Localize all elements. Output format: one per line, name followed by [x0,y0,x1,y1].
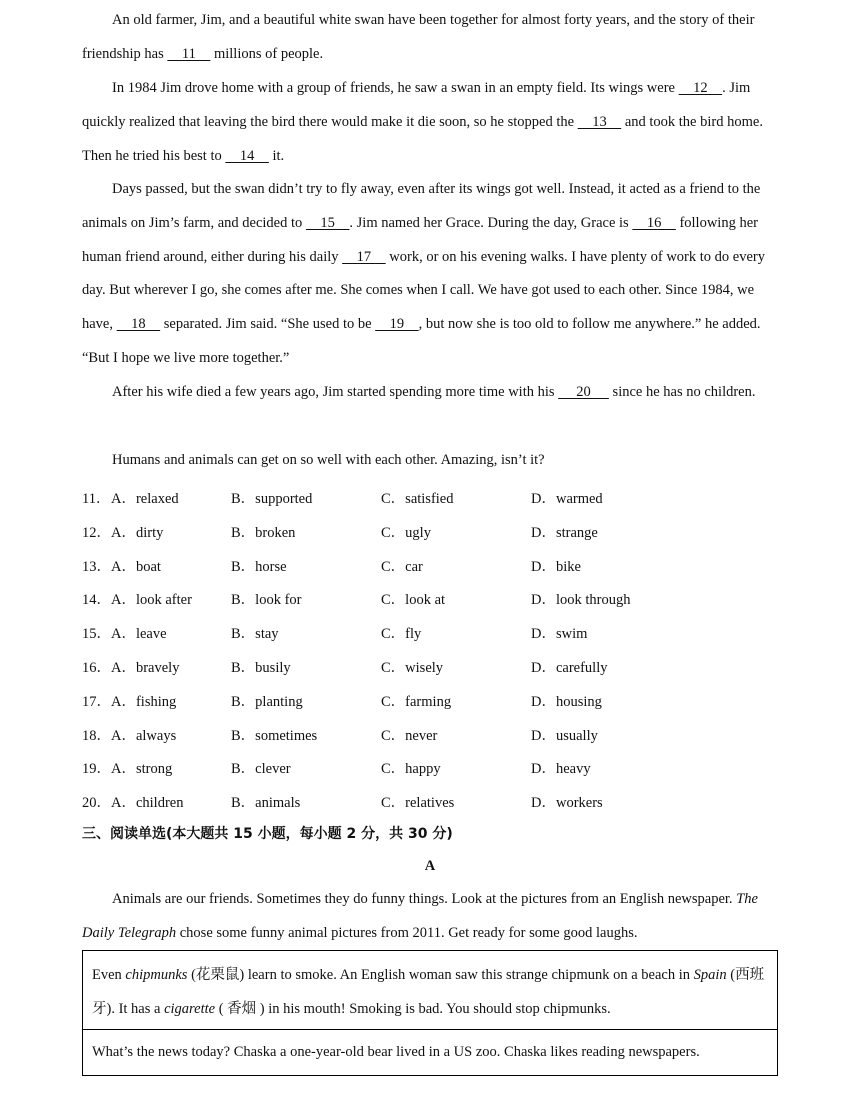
question-row [82,588,782,608]
option-d: D．housing [531,693,602,710]
option-d: D．bike [531,558,581,575]
option-b: B．busily [231,660,291,676]
question-number: 11． [82,491,111,507]
option-c: C．look at [381,592,446,609]
option-d: D．carefully [531,660,608,676]
question-row [82,724,782,744]
passage-letter: A [424,858,436,874]
question-number: 16． [82,660,111,676]
option-a: A．strong [111,761,173,778]
blank-17: 17 [342,248,386,265]
blank-19: 19 [375,316,419,333]
blank-13: 13 [577,113,622,130]
question-number: 13． [82,558,111,575]
question-number: 15． [82,626,111,643]
option-c: C．relatives [381,795,455,812]
passage-paragraph-3: Days passed, but the swan didn’t try to fly away, even after its wings got well. Instead, it acted as a friend to the animals on Jim’s farm, and decided to 15 . Jim named her Grace. During the day, Grace is 16 following her human friend around, either during his daily 17 work, or on his evening walks. I have plenty of work to do every day. But wherever I go, she comes after me. She comes when I call. We have got used to each other. Since 1984, we have, 18 separated. Jim said. “She used to be 19 , but now she is too old to follow me anywhere.” he added. “But I hope we live more together.” [82,181,765,366]
news-box-chipmunk-text: Even chipmunks (花栗鼠) learn to smoke. An English woman saw this strange chipmunk on a beach in Spain (西班牙). It has a cigarette ( 香烟 ) in his mouth! Smoking is bad. You should stop chipmunks. [92,967,765,1017]
option-a: A．always [111,727,177,744]
option-a: A．leave [111,626,167,643]
option-d: D．swim [531,626,588,643]
blank-20: 20 [558,384,609,400]
blank-15: 15 [305,214,350,231]
question-number: 12． [82,524,111,541]
news-box-chipmunk [82,950,778,1030]
option-c: C．car [381,558,423,575]
blank-11: 11 [167,45,211,62]
option-d: D．strange [531,524,598,541]
question-row [82,555,782,575]
blank-18: 18 [116,316,161,333]
option-b: B．horse [231,558,287,575]
passage-paragraph-4: After his wife died a few years ago, Jim started spending more time with his 20 since he has no children. [112,384,756,400]
option-b: B．look for [231,592,302,609]
newspaper-name: The Daily Telegraph [82,891,758,941]
blank-14: 14 [225,147,269,164]
option-b: B．animals [231,795,301,812]
reading-intro: Animals are our friends. Sometimes they do funny things. Look at the pictures from an English newspaper. The Daily Telegraph chose some funny animal pictures from 2011. Get ready for some good laughs. [82,891,758,941]
question-row [82,656,782,676]
option-d: D．look through [531,592,631,609]
option-c: C．satisfied [381,491,454,507]
news-box-bear [82,1029,778,1076]
option-a: A．relaxed [111,491,179,507]
question-number: 17． [82,693,111,710]
option-a: A．dirty [111,524,164,541]
passage-paragraph-2: In 1984 Jim drove home with a group of friends, he saw a swan in an empty field. Its wings were 12 . Jim quickly realized that leaving the bird there would make it die soon, so he stopped the 13 and took the bird home. Then he tried his best to 14 it. [82,80,763,164]
passage-paragraph-1: An old farmer, Jim, and a beautiful white swan have been together for almost forty years, and the story of their friendship has 11 millions of people. [82,12,755,62]
option-b: B．stay [231,626,279,643]
blank-16: 16 [632,214,676,231]
option-a: A．bravely [111,660,180,676]
option-a: A．fishing [111,693,177,710]
option-b: B．planting [231,693,303,710]
option-b: B．clever [231,761,291,778]
question-row [82,622,782,642]
question-number: 18． [82,727,111,744]
option-a: A．boat [111,558,161,575]
question-row [82,521,782,541]
option-d: D．warmed [531,491,603,507]
question-number: 14． [82,592,111,609]
blank-12: 12 [678,80,723,96]
section-heading: 三、阅读单选(本大题共 15 小题，每小题 2 分，共 30 分) [82,826,453,842]
question-row [82,487,782,507]
option-b: B．broken [231,524,296,541]
question-number: 20． [82,795,111,812]
news-box-bear-text: What’s the news today? Chaska a one-year-old bear lived in a US zoo. Chaska likes reading newspapers. [92,1044,700,1060]
option-d: D．usually [531,727,598,744]
question-row [82,690,782,710]
option-d: D．workers [531,795,603,812]
option-b: B．sometimes [231,727,318,744]
option-a: A．children [111,795,184,812]
option-a: A．look after [111,592,192,609]
question-row [82,791,782,811]
passage-paragraph-5: Humans and animals can get on so well with each other. Amazing, isn’t it? [112,452,545,468]
option-c: C．never [381,727,438,744]
question-number: 19． [82,761,111,778]
option-c: C．ugly [381,524,431,541]
option-c: C．farming [381,693,452,710]
question-row [82,757,782,777]
option-c: C．happy [381,761,441,778]
option-b: B．supported [231,491,313,507]
option-d: D．heavy [531,761,591,778]
option-c: C．wisely [381,660,444,676]
option-c: C．fly [381,626,422,643]
